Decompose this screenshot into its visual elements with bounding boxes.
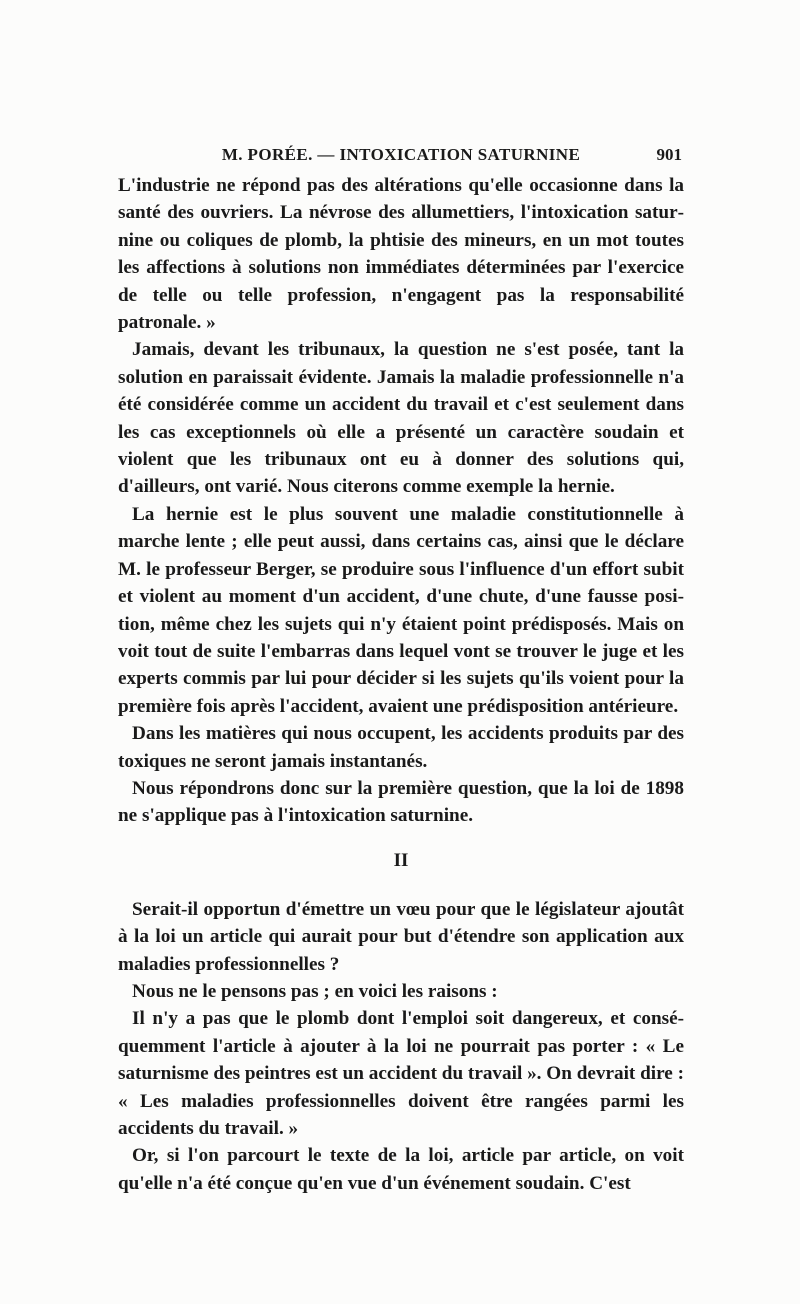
paragraph: Nous répondrons donc sur la première question, que la loi de 1898 ne s'applique pas à l'intoxication saturnine. [118,777,684,827]
paragraph: Il n'y a pas que le plomb dont l'emploi soit dangereux, et conséquemment l'article à ajouter à la loi ne pourrait pas porter : « Le saturnisme des peintres est un accident du travail ». On devrait dire : « Les maladies professionnelles doivent être rangées parmi les accidents du travail. » [118,1008,684,1139]
paragraph: Or, si l'on parcourt le texte de la loi, article par article, on voit qu'elle n'a été conçue qu'en vue d'un événement soudain. C'est [118,1145,684,1194]
paragraph: Jamais, devant les tribunaux, la question ne s'est posée, tant la solution en paraissait évidente. Jamais la maladie professionnelle n'a été considérée comme un accident du travail et c'est seulement dans les cas exceptionnels où elle a présenté un caractère soudain et violent que les tribunaux ont eu à donner des solutions qui, d'ailleurs, ont varié. Nous citerons comme exemple la hernie. [118,339,684,498]
paragraph: Nous ne le pensons pas ; en voici les raisons : [132,980,498,1002]
page-number: 901 [656,145,682,164]
body-text [118,172,684,1197]
paragraph: Serait-il opportun d'émettre un vœu pour que le législateur ajoutât à la loi un article qui aurait pour but d'étendre son application aux maladies professionnelles ? [118,898,684,975]
paragraph: L'industrie ne répond pas des altérations qu'elle occasionne dans la santé des ouvriers. La névrose des allumettiers, l'intoxication saturnine ou coliques de plomb, la phtisie des mineurs, en un mot toutes les affections à solutions non immédiates déterminées par l'exercice de telle ou telle profession, n'engagent pas la responsabilité patronale. » [118,175,684,334]
running-title: M. PORÉE. — INTOXICATION SATURNINE [221,145,581,164]
section-heading: II [393,849,409,871]
paragraph: La hernie est le plus souvent une maladie constitutionnelle à marche lente ; elle peut aussi, dans certains cas, ainsi que le déclare M. le professeur Berger, se produire sous l'influence d'un effort subit et violent au moment d'un accident, d'une chute, d'une fausse position, même chez les sujets qui n'y étaient point prédisposés. Mais on voit tout de suite l'embarras dans lequel vont se trouver le juge et les experts commis par lui pour décider si les sujets qu'ils voient pour la première fois après l'accident, avaient une prédisposition antérieure. [118,503,684,717]
paragraph: Dans les matières qui nous occupent, les accidents produits par des toxiques ne seront jamais instantanés. [118,723,684,772]
running-header [118,145,684,169]
